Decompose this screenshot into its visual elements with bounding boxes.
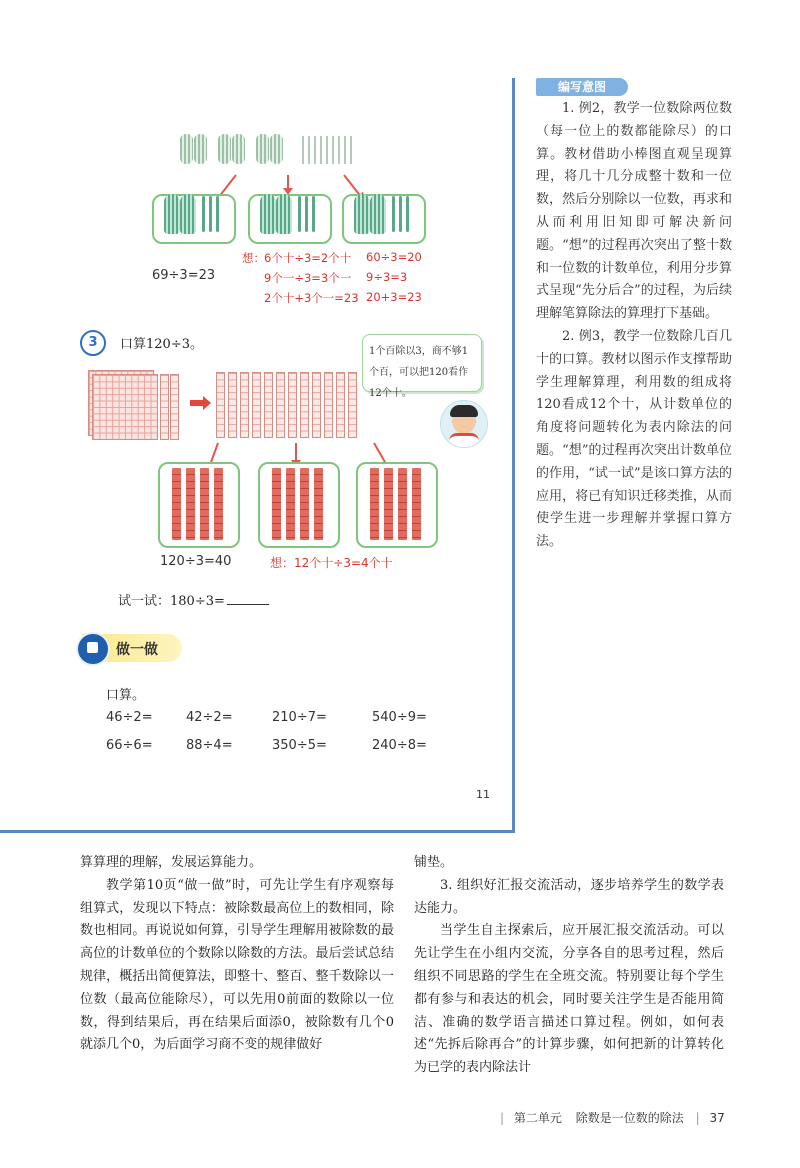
pencil-icon xyxy=(76,632,110,666)
right-arrow-head xyxy=(203,396,211,410)
lower-left-para-2: 教学第10页“做一做”时，可先让学生有序观察每组算式，发现以下特点：被除数最高位上的数相同，除数也相同。再说说如何算，引导学生理解用被除数的最高位的计数单位的个数除以除数的方法。最后尝试总结规律，概括出简便算法，即整十、整百、整千数除以一位数（最高位能除尽），可以先用0前面的数除以一位数，得到结果后，再在结果后面添0，被除数有几个0就添几个0，为后面学习商不变的规律做好 xyxy=(80,877,394,1053)
problem: 66÷6= xyxy=(106,738,153,753)
calc-line-2: 9÷3=3 xyxy=(366,270,408,284)
footer-page-number: 37 xyxy=(709,1111,725,1125)
textbook-page-number: 11 xyxy=(476,788,490,801)
design-intent-column xyxy=(536,78,732,554)
design-intent-heading xyxy=(536,78,628,96)
rods-box-2 xyxy=(258,462,340,548)
lower-left-para-1: 算算理的理解，发展运算能力。 xyxy=(80,855,263,870)
footer-title: 除数是一位数的除法 xyxy=(575,1111,684,1125)
rods-box-3 xyxy=(356,462,438,548)
calc-line-1: 60÷3=20 xyxy=(366,250,422,264)
rods-box-1 xyxy=(158,462,240,548)
lower-right-para-3: 当学生自主探索后，应开展汇报交流活动。可以先让学生在小组内交流，分享各自的思考过程，然后组织不同思路的学生在全班交流。特别要让每个学生都有参与和表达的机会，同时要关注学生是否能用简洁、准确的数学语言描述口算过程。例如，如何表述“先拆后除再合”的计算步骤，如何把新的计算转化为已学的表内除法计 xyxy=(414,923,724,1076)
try-it-blank xyxy=(227,604,269,605)
lower-right-para-2: 3. 组织好汇报交流活动，逐步培养学生的数学表达能力。 xyxy=(414,877,724,916)
problem: 210÷7= xyxy=(272,710,327,725)
calc-line-3: 20+3=23 xyxy=(366,290,422,304)
problem: 42÷2= xyxy=(186,710,233,725)
footer-separator: | xyxy=(695,1111,700,1125)
example3-title: 口算120÷3。 xyxy=(120,337,203,352)
example2-equation: 69÷3=23 xyxy=(152,268,216,283)
try-it-text: 试一试：180÷3= xyxy=(118,594,225,609)
example3-number: 3 xyxy=(88,335,98,350)
speech-text: 1个百除以3，商不够1个百，可以把120看作12个十。 xyxy=(369,346,469,399)
design-intent-para-1: 1. 例2，教学一位数除两位数（每一位上的数都能除尽）的口算。教材借助小棒图直观呈现算理，将几十几分成整十数和一位数，然后分别除以一位数，再求和从而利用旧知即可解决新问题。“想”的过程再次突出了整十数和一位数的计数单位，利用分步算式呈现“先分后合”的过程，为后续理解笔算除法的算理打下基础。 xyxy=(536,101,732,322)
design-intent-para-2: 2. 例3，教学一位数除几百几十的口算。教材以图示作支撑帮助学生理解算理，利用数的组成将120看成12个十，从计数单位的角度将问题转化为表内除法的问题。“想”的过程再次突出计数单位的作用，“试一试”是该口算方法的应用，将已有知识迁移类推，从而使学生进一步理解并掌握口算方法。 xyxy=(536,328,732,550)
student-avatar xyxy=(440,400,488,448)
design-intent-heading-text: 编写意图 xyxy=(557,80,606,94)
group-box-2 xyxy=(248,194,332,244)
problem: 88÷4= xyxy=(186,738,233,753)
page-footer xyxy=(500,1109,725,1126)
group-box-3 xyxy=(342,194,426,244)
example3-number-badge xyxy=(80,330,106,356)
sticks-illustration-top xyxy=(180,130,380,170)
practice-title: 做一做 xyxy=(116,642,158,658)
problem: 350÷5= xyxy=(272,738,327,753)
problem: 540÷9= xyxy=(372,710,427,725)
example3-equation: 120÷3=40 xyxy=(160,554,232,569)
practice-intro: 口算。 xyxy=(106,688,146,703)
lower-left-column xyxy=(80,852,394,1057)
textbook-page xyxy=(0,78,515,833)
example3-think: 想：12个十÷3=4个十 xyxy=(270,556,393,570)
think-label: 想： xyxy=(242,251,265,265)
lower-right-para-1: 铺垫。 xyxy=(414,855,454,870)
right-arrow xyxy=(190,400,204,406)
lower-right-column xyxy=(414,852,724,1080)
problem: 46÷2= xyxy=(106,710,153,725)
practice-header xyxy=(82,634,182,662)
group-box-1 xyxy=(152,194,236,244)
footer-separator: | xyxy=(500,1111,505,1125)
try-it xyxy=(118,590,269,609)
think-line-3: 2个十+3个一=23 xyxy=(264,291,359,305)
twelve-tens xyxy=(216,372,366,442)
footer-unit: 第二单元 xyxy=(513,1111,562,1125)
think-line-1: 6个十÷3=2个十 xyxy=(264,251,352,265)
speech-bubble xyxy=(362,334,482,399)
think-line-2: 9个一÷3=3个一 xyxy=(264,271,352,285)
arrow xyxy=(287,175,289,193)
problem: 240÷8= xyxy=(372,738,427,753)
